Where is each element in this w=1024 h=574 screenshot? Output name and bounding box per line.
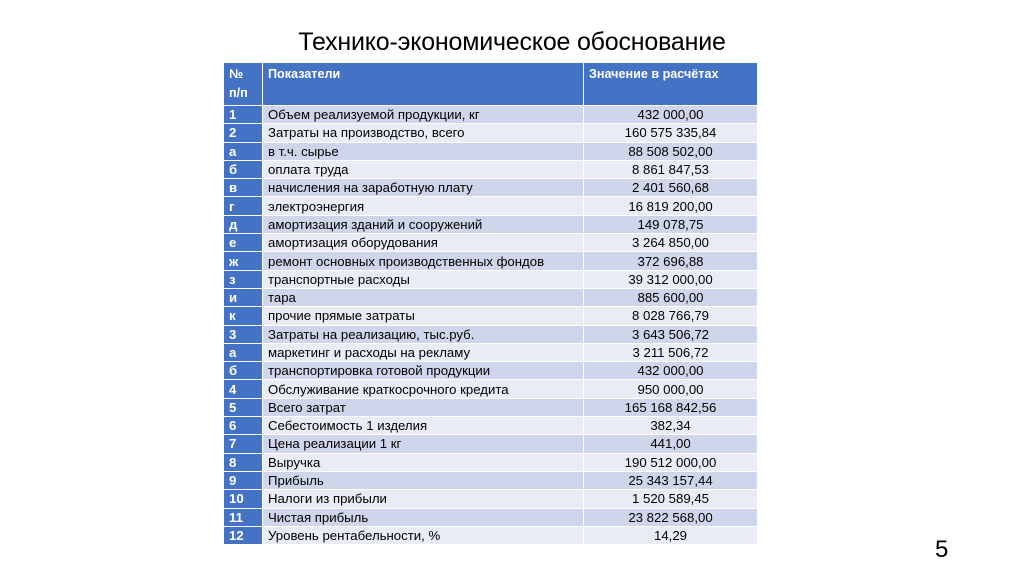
row-indicator: транспортные расходы — [263, 270, 584, 288]
row-indicator: амортизация оборудования — [263, 234, 584, 252]
row-value: 3 211 506,72 — [584, 343, 758, 361]
slide-title: Технико-экономическое обоснование — [298, 28, 726, 56]
table-row — [224, 417, 758, 435]
table-row — [224, 508, 758, 526]
table-row — [224, 160, 758, 178]
row-value: 3 643 506,72 — [584, 325, 758, 343]
row-number: 8 — [224, 453, 263, 471]
row-number: б — [224, 160, 263, 178]
row-number: 7 — [224, 435, 263, 453]
row-number: б — [224, 362, 263, 380]
row-number: з — [224, 270, 263, 288]
row-indicator: оплата труда — [263, 160, 584, 178]
row-value: 372 696,88 — [584, 252, 758, 270]
table-body — [224, 106, 758, 545]
row-indicator: Налоги из прибыли — [263, 490, 584, 508]
row-value: 2 401 560,68 — [584, 179, 758, 197]
row-indicator: транспортировка готовой продукции — [263, 362, 584, 380]
row-indicator: в т.ч. сырье — [263, 142, 584, 160]
row-number: 9 — [224, 471, 263, 489]
row-indicator: Уровень рентабельности, % — [263, 526, 584, 544]
row-number: 10 — [224, 490, 263, 508]
row-value: 8 861 847,53 — [584, 160, 758, 178]
row-value: 23 822 568,00 — [584, 508, 758, 526]
row-value: 950 000,00 — [584, 380, 758, 398]
row-number: д — [224, 215, 263, 233]
row-number: 3 — [224, 325, 263, 343]
table-row — [224, 362, 758, 380]
row-value: 441,00 — [584, 435, 758, 453]
table-row — [224, 252, 758, 270]
row-value: 8 028 766,79 — [584, 307, 758, 325]
row-value: 382,34 — [584, 417, 758, 435]
row-indicator: начисления на заработную плату — [263, 179, 584, 197]
row-indicator: прочие прямые затраты — [263, 307, 584, 325]
row-number: ж — [224, 252, 263, 270]
header-value: Значение в расчётах — [584, 63, 758, 106]
page-number: 5 — [935, 536, 949, 563]
row-indicator: Всего затрат — [263, 398, 584, 416]
row-indicator: Себестоимость 1 изделия — [263, 417, 584, 435]
table-row — [224, 453, 758, 471]
row-value: 190 512 000,00 — [584, 453, 758, 471]
row-indicator: маркетинг и расходы на рекламу — [263, 343, 584, 361]
row-value: 432 000,00 — [584, 362, 758, 380]
row-indicator: Обслуживание краткосрочного кредита — [263, 380, 584, 398]
table-header-row — [224, 63, 758, 106]
table-row — [224, 380, 758, 398]
table-row — [224, 215, 758, 233]
row-indicator: ремонт основных производственных фондов — [263, 252, 584, 270]
row-indicator: Выручка — [263, 453, 584, 471]
row-indicator: Цена реализации 1 кг — [263, 435, 584, 453]
row-indicator: электроэнергия — [263, 197, 584, 215]
row-number: а — [224, 343, 263, 361]
row-number: г — [224, 197, 263, 215]
row-number: 6 — [224, 417, 263, 435]
table-row — [224, 435, 758, 453]
row-value: 25 343 157,44 — [584, 471, 758, 489]
row-number: 1 — [224, 106, 263, 124]
row-value: 160 575 335,84 — [584, 124, 758, 142]
table-row — [224, 526, 758, 544]
row-number: 5 — [224, 398, 263, 416]
row-value: 88 508 502,00 — [584, 142, 758, 160]
table-row — [224, 398, 758, 416]
row-indicator: Чистая прибыль — [263, 508, 584, 526]
row-indicator: Прибыль — [263, 471, 584, 489]
table-row — [224, 124, 758, 142]
row-number: к — [224, 307, 263, 325]
row-indicator: амортизация зданий и сооружений — [263, 215, 584, 233]
row-value: 885 600,00 — [584, 288, 758, 306]
row-value: 149 078,75 — [584, 215, 758, 233]
economics-table — [223, 62, 758, 545]
table-row — [224, 490, 758, 508]
table-row — [224, 307, 758, 325]
row-value: 432 000,00 — [584, 106, 758, 124]
row-value: 16 819 200,00 — [584, 197, 758, 215]
row-value: 14,29 — [584, 526, 758, 544]
table-row — [224, 270, 758, 288]
table-row — [224, 179, 758, 197]
row-value: 39 312 000,00 — [584, 270, 758, 288]
row-value: 1 520 589,45 — [584, 490, 758, 508]
row-number: е — [224, 234, 263, 252]
table-row — [224, 106, 758, 124]
row-indicator: Затраты на реализацию, тыс.руб. — [263, 325, 584, 343]
row-value: 165 168 842,56 — [584, 398, 758, 416]
table-row — [224, 471, 758, 489]
row-value: 3 264 850,00 — [584, 234, 758, 252]
row-number: 11 — [224, 508, 263, 526]
row-number: и — [224, 288, 263, 306]
header-number: № п/п — [224, 63, 263, 106]
row-indicator: тара — [263, 288, 584, 306]
row-number: 2 — [224, 124, 263, 142]
row-number: 12 — [224, 526, 263, 544]
table-row — [224, 142, 758, 160]
row-indicator: Затраты на производство, всего — [263, 124, 584, 142]
header-indicator: Показатели — [263, 63, 584, 106]
table-row — [224, 288, 758, 306]
row-number: 4 — [224, 380, 263, 398]
table-row — [224, 234, 758, 252]
table-row — [224, 343, 758, 361]
table-row — [224, 325, 758, 343]
table-row — [224, 197, 758, 215]
row-indicator: Объем реализуемой продукции, кг — [263, 106, 584, 124]
row-number: в — [224, 179, 263, 197]
row-number: а — [224, 142, 263, 160]
